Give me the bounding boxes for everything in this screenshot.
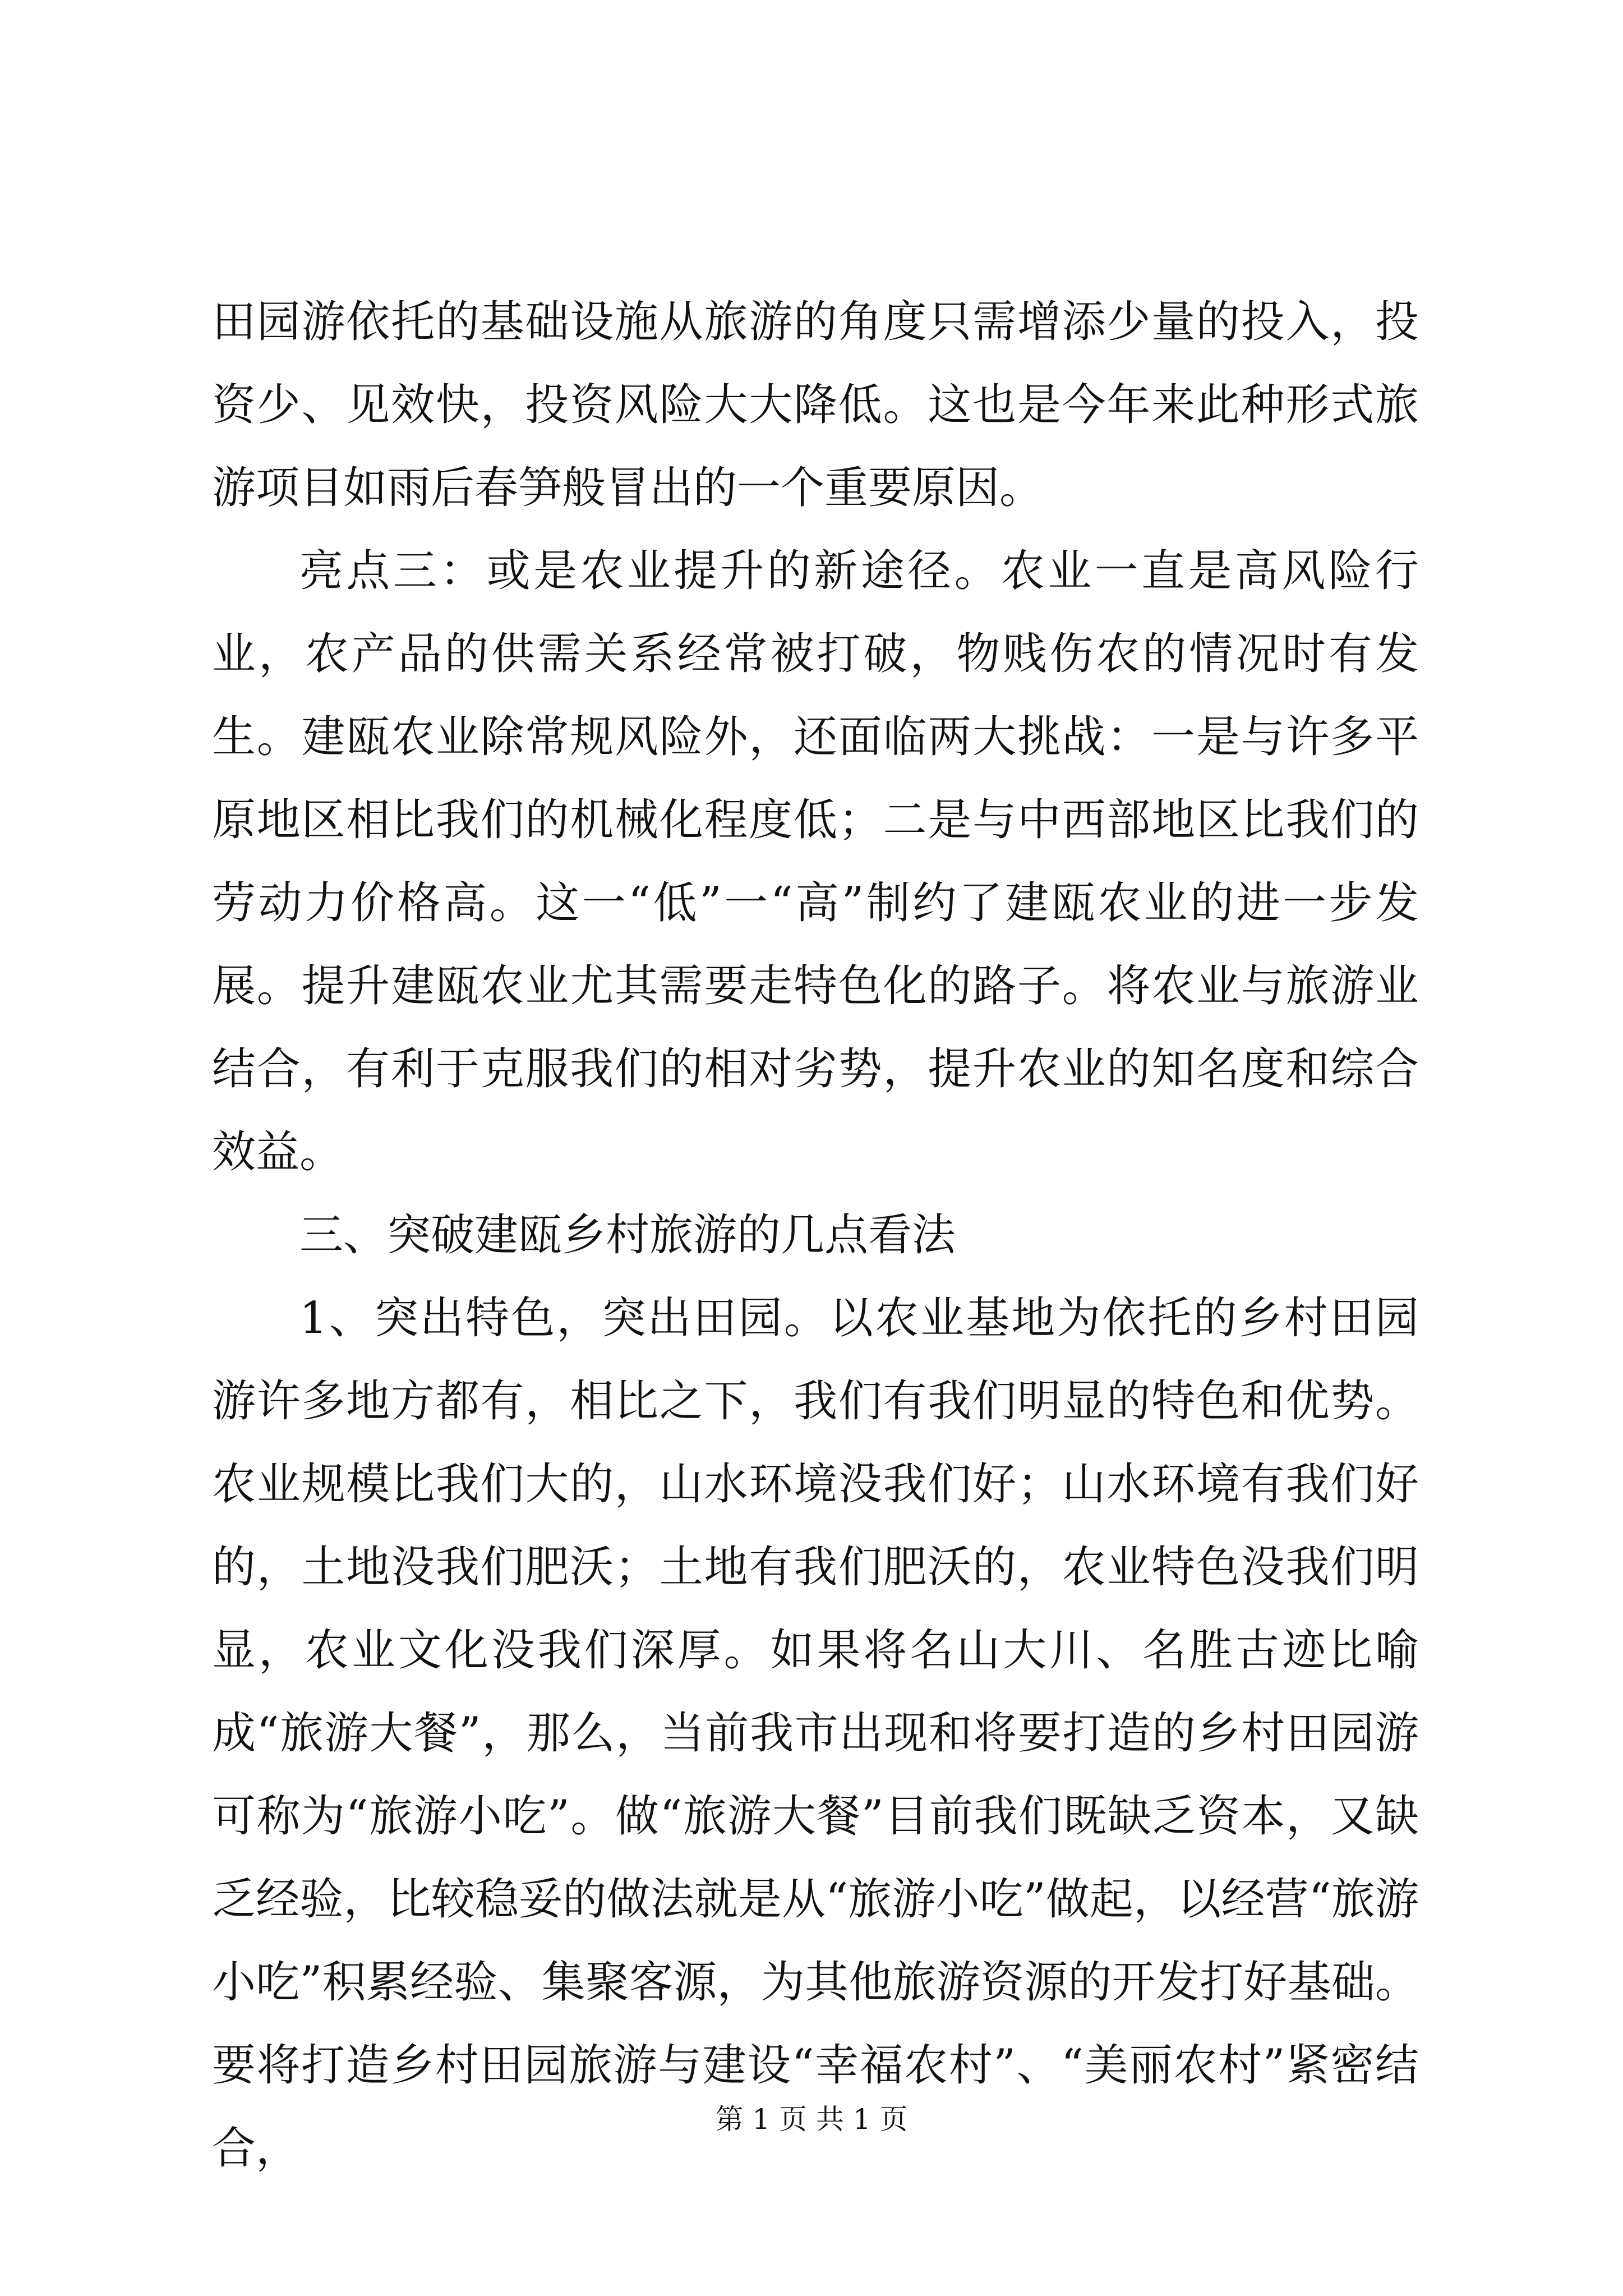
document-body bbox=[212, 280, 1419, 2190]
page-footer: 第 1 页 共 1 页 bbox=[715, 2103, 908, 2136]
paragraph-point-one: 1、突出特色，突出田园。以农业基地为依托的乡村田园游许多地方都有，相比之下，我们有我们明显的特色和优势。农业规模比我们大的，山水环境没我们好；山水环境有我们好的，土地没我们肥沃；土地有我们肥沃的，农业特色没我们明显，农业文化没我们深厚。如果将名山大川、名胜古迹比喻成“旅游大餐”，那么，当前我市出现和将要打造的乡村田园游可称为“旅游小吃”。做“旅游大餐”目前我们既缺乏资本，又缺乏经验，比较稳妥的做法就是从“旅游小吃”做起，以经营“旅游小吃”积累经验、集聚客源，为其他旅游资源的开发打好基础。要将打造乡村田园旅游与建设“幸福农村”、“美丽农村”紧密结合， bbox=[212, 1293, 1419, 2174]
paragraph-highlight-three: 亮点三：或是农业提升的新途径。农业一直是高风险行业，农产品的供需关系经常被打破，物贱伤农的情况时有发生。建瓯农业除常规风险外，还面临两大挑战：一是与许多平原地区相比我们的机械化程度低；二是与中西部地区比我们的劳动力价格高。这一“低”一“高”制约了建瓯农业的进一步发展。提升建瓯农业尤其需要走特色化的路子。将农业与旅游业结合，有利于克服我们的相对劣势，提升农业的知名度和综合效益。 bbox=[212, 546, 1419, 1177]
section-heading: 三、突破建瓯乡村旅游的几点看法 bbox=[299, 1210, 956, 1260]
paragraph-continuation: 田园游依托的基础设施从旅游的角度只需增添少量的投入，投资少、见效快，投资风险大大降低。这也是今年来此种形式旅游项目如雨后春笋般冒出的一个重要原因。 bbox=[212, 297, 1419, 513]
